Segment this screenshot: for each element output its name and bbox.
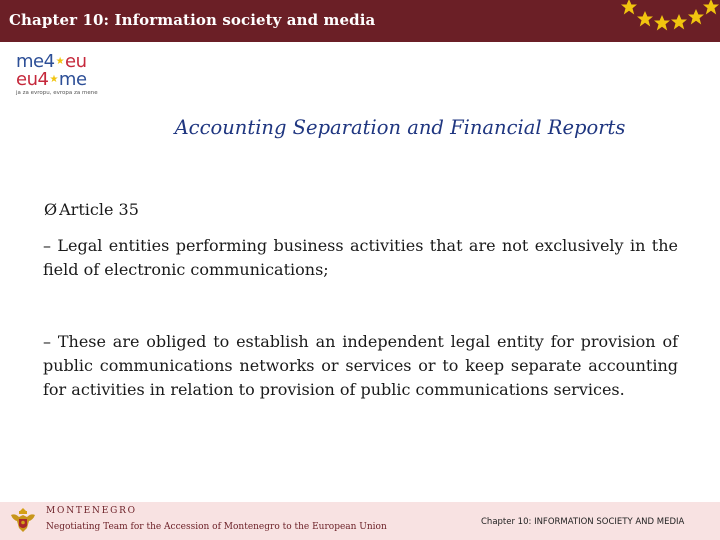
footer-bar xyxy=(0,502,720,540)
me4eu-logo xyxy=(16,53,116,97)
logo-line-2 xyxy=(16,71,116,89)
article-bullet xyxy=(44,200,139,219)
paragraph-obligations: – These are obliged to establish an independent legal entity for provision of public communications networks or services or to keep separate accounting for activities in relation to provision of public communications services. xyxy=(43,332,678,399)
paragraph-legal-entities: – Legal entities performing business activities that are not exclusively in the field of electronic communications; xyxy=(43,236,678,279)
logo-text: eu xyxy=(65,51,87,72)
logo-text: me4 xyxy=(16,51,55,72)
chapter-title: Chapter 10: Information society and media xyxy=(9,11,376,29)
footer-chapter: Chapter 10: INFORMATION SOCIETY AND MEDIA xyxy=(481,517,685,527)
eu-stars-icon xyxy=(0,0,720,42)
header-bar xyxy=(0,0,720,42)
arrow-bullet-icon: Ø xyxy=(44,200,58,219)
logo-text: eu4 xyxy=(16,69,49,90)
article-label: Article 35 xyxy=(59,200,139,219)
logo-star-icon: ★ xyxy=(49,74,58,85)
slide-title: Accounting Separation and Financial Reports xyxy=(174,116,626,139)
footer-team: Negotiating Team for the Accession of Montenegro to the European Union xyxy=(46,522,387,532)
logo-tagline: ja za evropu, evropa za mene xyxy=(16,90,98,96)
logo-text: me xyxy=(58,69,87,90)
montenegro-coat-of-arms-icon xyxy=(7,506,39,538)
logo-star-icon: ★ xyxy=(55,56,65,67)
footer-country: MONTENEGRO xyxy=(46,506,137,516)
